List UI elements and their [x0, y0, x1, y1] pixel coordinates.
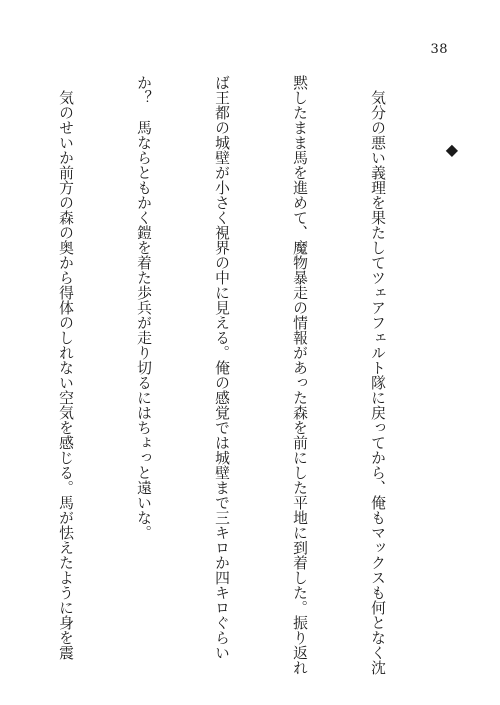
text-line: ば王都の城壁が小さく視界の中に見える。俺の感覚では城壁まで三キロか四キロぐらい	[213, 75, 230, 660]
page-number: 38	[430, 42, 448, 57]
text-line: 気のせいか前方の森の奥から得体のしれない空気を感じる。馬が怯えたように身を震	[57, 75, 74, 660]
text-line: 気分の悪い義理を果たしてツェアフェルト隊に戻ってから、俺もマックスも何となく沈	[369, 75, 386, 675]
section-mark: ◆	[445, 140, 458, 159]
text-line: 黙したまま馬を進めて、魔物暴走の情報があった森を前にした平地に到着した。振り返れ	[291, 75, 308, 675]
text-line: か？ 馬ならともかく鎧を着た歩兵が走り切るにはちょっと遠いな。	[135, 75, 152, 540]
body-text	[0, 75, 442, 675]
